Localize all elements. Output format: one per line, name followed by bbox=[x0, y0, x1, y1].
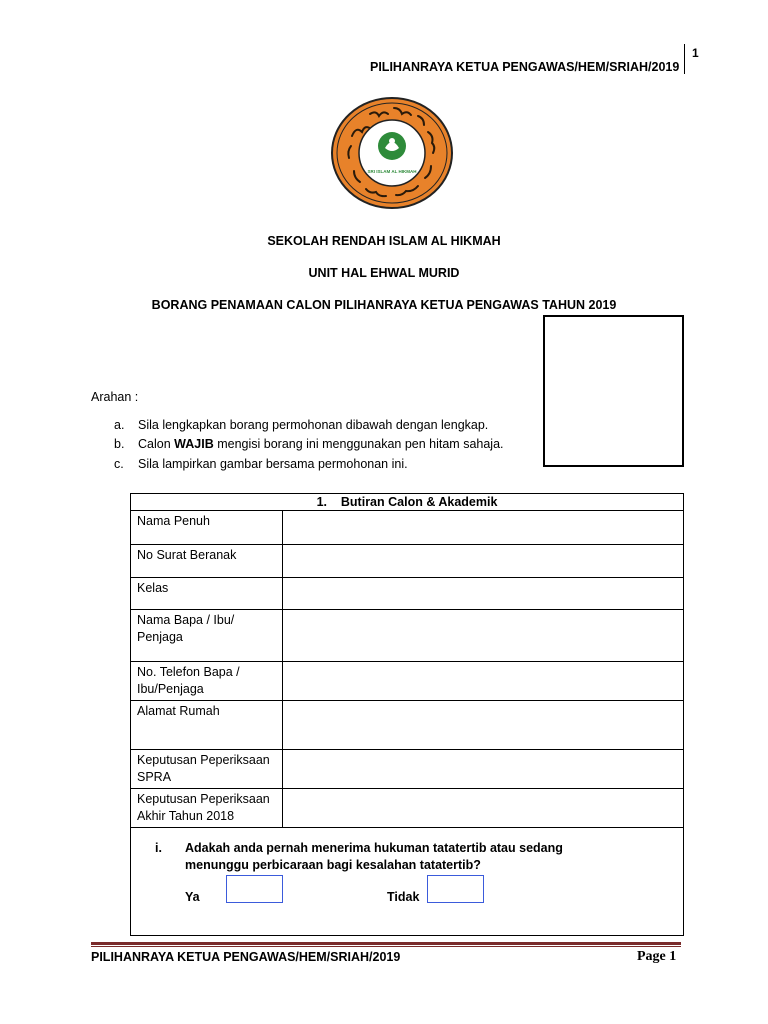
field-label: Keputusan Peperiksaan SPRA bbox=[131, 750, 283, 789]
field-label: Kelas bbox=[131, 578, 283, 610]
instruction-text: Sila lampirkan gambar bersama permohonan ini. bbox=[138, 457, 408, 471]
instruction-text: Calon bbox=[138, 437, 175, 451]
full-name-field[interactable] bbox=[283, 511, 684, 545]
parent-phone-field[interactable] bbox=[283, 662, 684, 701]
yes-label: Ya bbox=[185, 890, 200, 904]
logo-text: SRI ISLAM AL HIKMAH bbox=[367, 169, 417, 174]
instruction-letter: b. bbox=[114, 437, 125, 451]
header-divider bbox=[684, 44, 685, 74]
field-label: No. Telefon Bapa / Ibu/Penjaga bbox=[131, 662, 283, 701]
instruction-letter: a. bbox=[114, 418, 125, 432]
birth-certificate-field[interactable] bbox=[283, 545, 684, 578]
instruction-item bbox=[114, 418, 488, 432]
no-label: Tidak bbox=[387, 890, 420, 904]
header-page-number: 1 bbox=[692, 46, 699, 60]
school-crest-logo bbox=[330, 96, 454, 210]
question-number: i. bbox=[155, 841, 162, 855]
yes-checkbox[interactable] bbox=[226, 875, 283, 903]
instruction-item bbox=[114, 437, 504, 451]
instructions-heading: Arahan : bbox=[91, 390, 139, 404]
instruction-item bbox=[114, 457, 408, 471]
unit-name: UNIT HAL EHWAL MURID bbox=[308, 266, 460, 280]
field-label: Nama Penuh bbox=[131, 511, 283, 545]
discipline-question-cell bbox=[131, 828, 684, 936]
footer-title: PILIHANRAYA KETUA PENGAWAS/HEM/SRIAH/2019 bbox=[91, 950, 401, 964]
candidate-details-table bbox=[130, 493, 684, 936]
field-label: Alamat Rumah bbox=[131, 701, 283, 750]
spra-result-field[interactable] bbox=[283, 750, 684, 789]
footer-rule bbox=[91, 946, 681, 947]
field-label: No Surat Beranak bbox=[131, 545, 283, 578]
instruction-emphasis: WAJIB bbox=[174, 437, 214, 451]
no-checkbox[interactable] bbox=[427, 875, 484, 903]
field-label: Nama Bapa / Ibu/ Penjaga bbox=[131, 610, 283, 662]
field-label: Keputusan Peperiksaan Akhir Tahun 2018 bbox=[131, 789, 283, 828]
class-field[interactable] bbox=[283, 578, 684, 610]
photo-box[interactable] bbox=[543, 315, 684, 467]
question-text: Adakah anda pernah menerima hukuman tatatertib atau sedang menunggu perbicaraan bagi kesalahan tatatertib? bbox=[185, 841, 563, 872]
footer-page: Page 1 bbox=[637, 949, 677, 964]
instruction-letter: c. bbox=[114, 457, 124, 471]
school-name: SEKOLAH RENDAH ISLAM AL HIKMAH bbox=[267, 234, 501, 248]
parent-name-field[interactable] bbox=[283, 610, 684, 662]
final-exam-result-field[interactable] bbox=[283, 789, 684, 828]
home-address-field[interactable] bbox=[283, 701, 684, 750]
header-title: PILIHANRAYA KETUA PENGAWAS/HEM/SRIAH/2019 bbox=[370, 60, 680, 74]
instruction-text: mengisi borang ini menggunakan pen hitam sahaja. bbox=[213, 437, 504, 451]
form-title: BORANG PENAMAAN CALON PILIHANRAYA KETUA PENGAWAS TAHUN 2019 bbox=[151, 298, 617, 312]
instruction-text: Sila lengkapkan borang permohonan dibawah dengan lengkap. bbox=[138, 418, 489, 432]
footer-rule bbox=[91, 942, 681, 945]
section-heading: 1. Butiran Calon & Akademik bbox=[131, 494, 684, 511]
